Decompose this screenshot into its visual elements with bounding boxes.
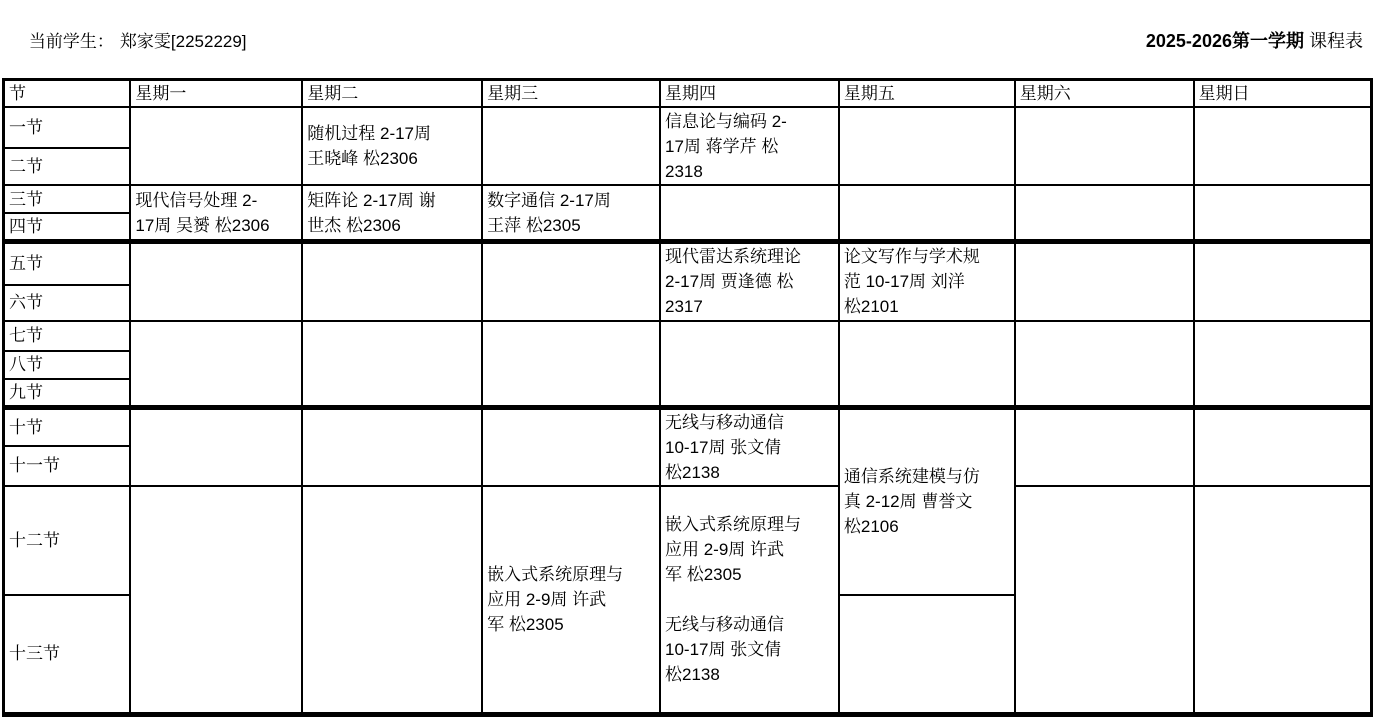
col-header-thu: 星期四 bbox=[660, 80, 839, 108]
table-row bbox=[4, 486, 1372, 596]
course-cell-wed-p12-13: 嵌入式系统原理与 应用 2-9周 许武 军 松2305 bbox=[482, 486, 660, 715]
page-title bbox=[1126, 10, 1363, 73]
empty-cell-fri-p13 bbox=[839, 595, 1015, 714]
empty-cell-tue-p7-9 bbox=[302, 321, 482, 408]
course-cell-thu-p10-11: 无线与移动通信 10-17周 张文倩 松2138 bbox=[660, 407, 839, 486]
course-cell-fri-p5-6: 论文写作与学术规 范 10-17周 刘洋 松2101 bbox=[839, 242, 1015, 321]
empty-cell-tue-p5-6 bbox=[302, 242, 482, 321]
period-label-p7: 七节 bbox=[4, 321, 131, 351]
empty-cell-sun-p5-6 bbox=[1194, 242, 1372, 321]
table-row bbox=[4, 321, 1372, 351]
empty-cell-sun-p10-11 bbox=[1194, 407, 1372, 486]
empty-cell-thu-p3-4 bbox=[660, 185, 839, 242]
period-label-p12: 十二节 bbox=[4, 486, 131, 596]
col-header-period: 节 bbox=[4, 80, 131, 108]
empty-cell-sat-p12-13 bbox=[1015, 486, 1194, 715]
table-row bbox=[4, 107, 1372, 148]
course-cell-wed-p3-4: 数字通信 2-17周 王萍 松2305 bbox=[482, 185, 660, 242]
empty-cell-sat-p5-6 bbox=[1015, 242, 1194, 321]
empty-cell-mon-p7-9 bbox=[130, 321, 302, 408]
period-label-p3: 三节 bbox=[4, 185, 131, 213]
empty-cell-sun-p7-9 bbox=[1194, 321, 1372, 408]
empty-cell-tue-p10-11 bbox=[302, 407, 482, 486]
course-schedule-table bbox=[2, 78, 1373, 717]
course-entry: 嵌入式系统原理与 应用 2-9周 许武 军 松2305 bbox=[665, 514, 801, 584]
empty-cell-wed-p10-11 bbox=[482, 407, 660, 486]
empty-cell-mon-p1-2 bbox=[130, 107, 302, 185]
period-label-p5: 五节 bbox=[4, 242, 131, 285]
empty-cell-fri-p7-9 bbox=[839, 321, 1015, 408]
course-cell-tue-p1-2: 随机过程 2-17周 王晓峰 松2306 bbox=[302, 107, 482, 185]
empty-cell-sat-p3-4 bbox=[1015, 185, 1194, 242]
period-label-p6: 六节 bbox=[4, 285, 131, 321]
header-row bbox=[4, 80, 1372, 108]
empty-cell-fri-p1-2 bbox=[839, 107, 1015, 185]
empty-cell-sun-p12-13 bbox=[1194, 486, 1372, 715]
table-row bbox=[4, 185, 1372, 213]
course-cell-mon-p3-4: 现代信号处理 2- 17周 吴赟 松2306 bbox=[130, 185, 302, 242]
current-student-value: 郑家雯[2252229] bbox=[119, 32, 247, 51]
col-header-fri: 星期五 bbox=[839, 80, 1015, 108]
empty-cell-wed-p1-2 bbox=[482, 107, 660, 185]
col-header-tue: 星期二 bbox=[302, 80, 482, 108]
title-suffix: 课程表 bbox=[1303, 31, 1363, 51]
col-header-mon: 星期一 bbox=[130, 80, 302, 108]
evening-block bbox=[4, 407, 1372, 714]
current-student-label: 当前学生： bbox=[28, 32, 114, 51]
period-label-p2: 二节 bbox=[4, 148, 131, 185]
course-cell-thu-p12-13 bbox=[660, 486, 839, 715]
course-cell-thu-p1-2: 信息论与编码 2- 17周 蒋学芹 松 2318 bbox=[660, 107, 839, 185]
col-header-sat: 星期六 bbox=[1015, 80, 1194, 108]
top-bar bbox=[0, 0, 1373, 78]
period-label-p9: 九节 bbox=[4, 379, 131, 408]
empty-cell-mon-p10-11 bbox=[130, 407, 302, 486]
empty-cell-mon-p5-6 bbox=[130, 242, 302, 321]
period-label-p1: 一节 bbox=[4, 107, 131, 148]
table-row bbox=[4, 242, 1372, 285]
col-header-sun: 星期日 bbox=[1194, 80, 1372, 108]
empty-cell-sat-p7-9 bbox=[1015, 321, 1194, 408]
empty-cell-mon-p12-13 bbox=[130, 486, 302, 715]
empty-cell-thu-p7-9 bbox=[660, 321, 839, 408]
period-label-p4: 四节 bbox=[4, 213, 131, 242]
period-label-p10: 十节 bbox=[4, 407, 131, 446]
schedule-header bbox=[4, 80, 1372, 108]
empty-cell-sun-p1-2 bbox=[1194, 107, 1372, 185]
course-cell-thu-p5-6: 现代雷达系统理论 2-17周 贾逢德 松 2317 bbox=[660, 242, 839, 321]
morning-block bbox=[4, 107, 1372, 242]
empty-cell-wed-p7-9 bbox=[482, 321, 660, 408]
current-student-info bbox=[10, 10, 247, 73]
empty-cell-sat-p1-2 bbox=[1015, 107, 1194, 185]
afternoon-block bbox=[4, 242, 1372, 408]
empty-cell-fri-p3-4 bbox=[839, 185, 1015, 242]
course-entry: 无线与移动通信 10-17周 张文倩 松2138 bbox=[665, 614, 784, 684]
empty-cell-sun-p3-4 bbox=[1194, 185, 1372, 242]
col-header-wed: 星期三 bbox=[482, 80, 660, 108]
empty-cell-wed-p5-6 bbox=[482, 242, 660, 321]
course-cell-fri-p10-12: 通信系统建模与仿 真 2-12周 曹誉文 松2106 bbox=[839, 407, 1015, 595]
period-label-p13: 十三节 bbox=[4, 595, 131, 714]
empty-cell-tue-p12-13 bbox=[302, 486, 482, 715]
empty-cell-sat-p10-11 bbox=[1015, 407, 1194, 486]
period-label-p8: 八节 bbox=[4, 351, 131, 379]
period-label-p11: 十一节 bbox=[4, 446, 131, 485]
table-row bbox=[4, 407, 1372, 446]
semester-label: 2025-2026第一学期 bbox=[1145, 31, 1304, 51]
course-cell-tue-p3-4: 矩阵论 2-17周 谢 世杰 松2306 bbox=[302, 185, 482, 242]
